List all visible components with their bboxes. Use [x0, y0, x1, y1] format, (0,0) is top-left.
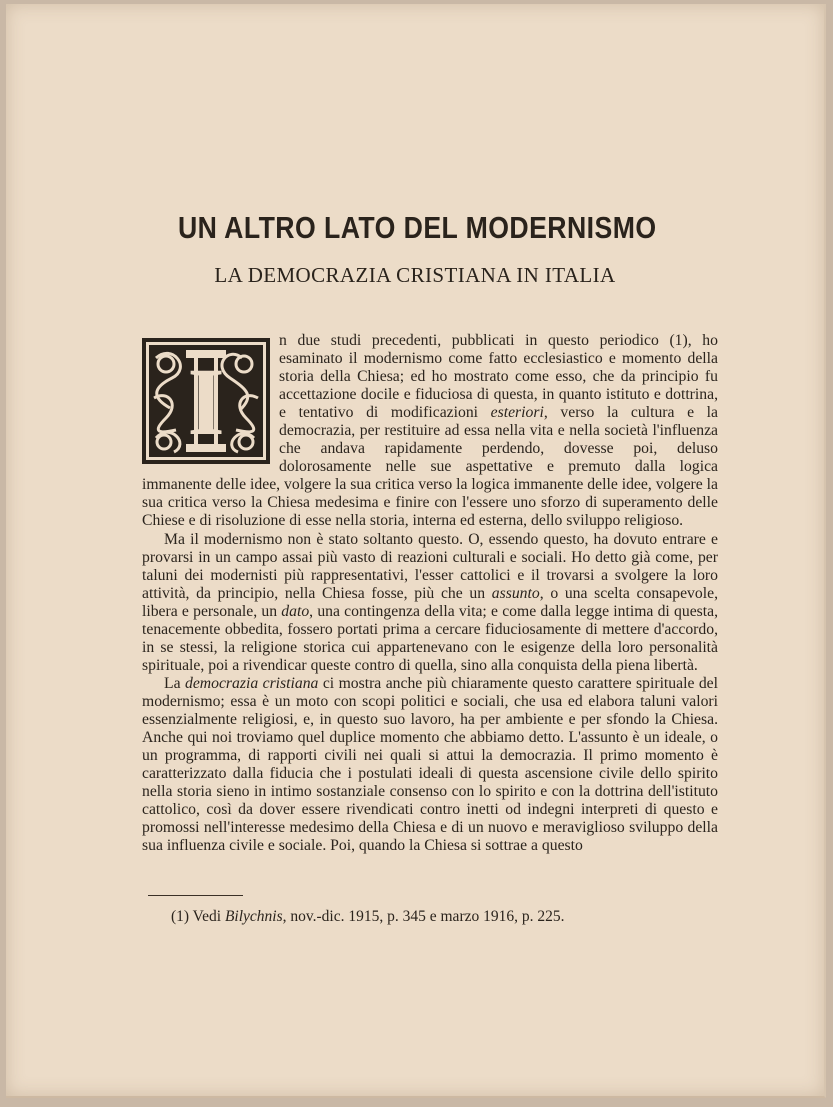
paragraph-1-run: esteriori: [490, 404, 544, 422]
paragraph-3-run: democrazia cristiana: [184, 674, 319, 692]
paragraph-1-run: , verso la cultura e la democrazia, per restituire ad essa nella vita e nella società l'influenza che andava rapidamente perdendo, dovesse poi, deluso dolorosamente nelle sue aspettative e premuto dalla logica immanente delle idee, volgere la sua critica verso la logica immanente delle idee, volgere la sua critica verso la Chiesa medesima e finire con l'essere uno sforzo di superamento delle Chiese e di risoluzione di esse nella storia, interna ed esterna, dello sviluppo religioso.: [142, 404, 719, 530]
paragraph-3-run: ci mostra anche più chiaramente questo carattere spirituale del modernismo; essa è un moto con scopi politici e sociali, che usa ed elabora taluni valori essenzialmente religiosi, e, in questo suo lavoro, ha per ambiente e per sfondo la Chiesa. Anche qui noi troviamo quel duplice momento che abbiamo detto. L'assunto è un ideale, o un programma, di rapporti civili nei quali si attui la democrazia. Il primo momento è caratterizzato dalla fiducia che i postulati ideali di questa ascensione civile dello spirito nella storia sieno in intimo sostanziale consenso con lo spirito e con la dottrina dell'istituto cattolico, così da dover essere rivendicati contro inetti od indegni interpreti di questo e promossi nell'interesse medesimo della Chiesa e di un nuovo e meraviglioso sviluppo della sua influenza civile e sociale. Poi, quando la Chiesa si sottrae a questo: [142, 674, 719, 855]
article-title: UN ALTRO LATO DEL MODERNISMO: [177, 210, 657, 245]
paragraph-2-run: , o una scelta consapevole, libera e personale, un: [142, 584, 718, 620]
footnote: [171, 908, 731, 926]
paragraph-2-run: assunto: [491, 584, 540, 602]
paragraph-2-run: , una contingenza della vita; e come dalla legge intima di questa, tenacemente obbedita, fossero portati prima a cercare fiduciosamente di mettere d'accordo, in se stessi, la religione storica cui appartenevano con le esigenze della loro personalità spirituale, poi a rivendicar queste contro di quella, sino alla conquista della piena libertà.: [142, 602, 719, 674]
paragraph-3: [142, 675, 718, 855]
footnote-run: , nov.-dic. 1915, p. 345 e marzo 1916, p. 225.: [282, 908, 565, 925]
article-body: [142, 332, 718, 855]
paragraph-2-run: Ma il modernismo non è stato soltanto questo. O, essendo questo, ha dovuto entrare e provarsi in un campo assai più vasto di reazioni culturali e sociali. Ho detto già come, per taluni dei modernisti più rappresentativi, l'esser cattolici e il trovarsi a svolgere la loro attività, da principio, nella Chiesa fosse, più che un: [142, 530, 718, 602]
paragraph-2: [142, 531, 718, 675]
article-subtitle: LA DEMOCRAZIA CRISTIANA IN ITALIA: [214, 263, 616, 287]
dropcap-letter: I: [187, 348, 225, 455]
paragraph-1-run: n due studi precedenti, pubblicati in questo periodico (1), ho esaminato il modernismo come fatto ecclesiastico e momento della storia della Chiesa; ed ho mostrato come esso, che da principio fu accettazione docile e fiduciosa di questa, in quanto istituto e dottrina, e tentativo di modificazioni: [279, 332, 718, 422]
paragraph-2-run: dato: [281, 602, 310, 620]
ornamental-dropcap-i: [142, 338, 270, 464]
page: [6, 4, 826, 1098]
footnote-run: Bilychnis: [224, 908, 283, 925]
paragraph-3-run: La: [164, 674, 185, 692]
footnote-run: (1) Vedi: [171, 908, 225, 925]
footnote-divider: [148, 895, 243, 896]
